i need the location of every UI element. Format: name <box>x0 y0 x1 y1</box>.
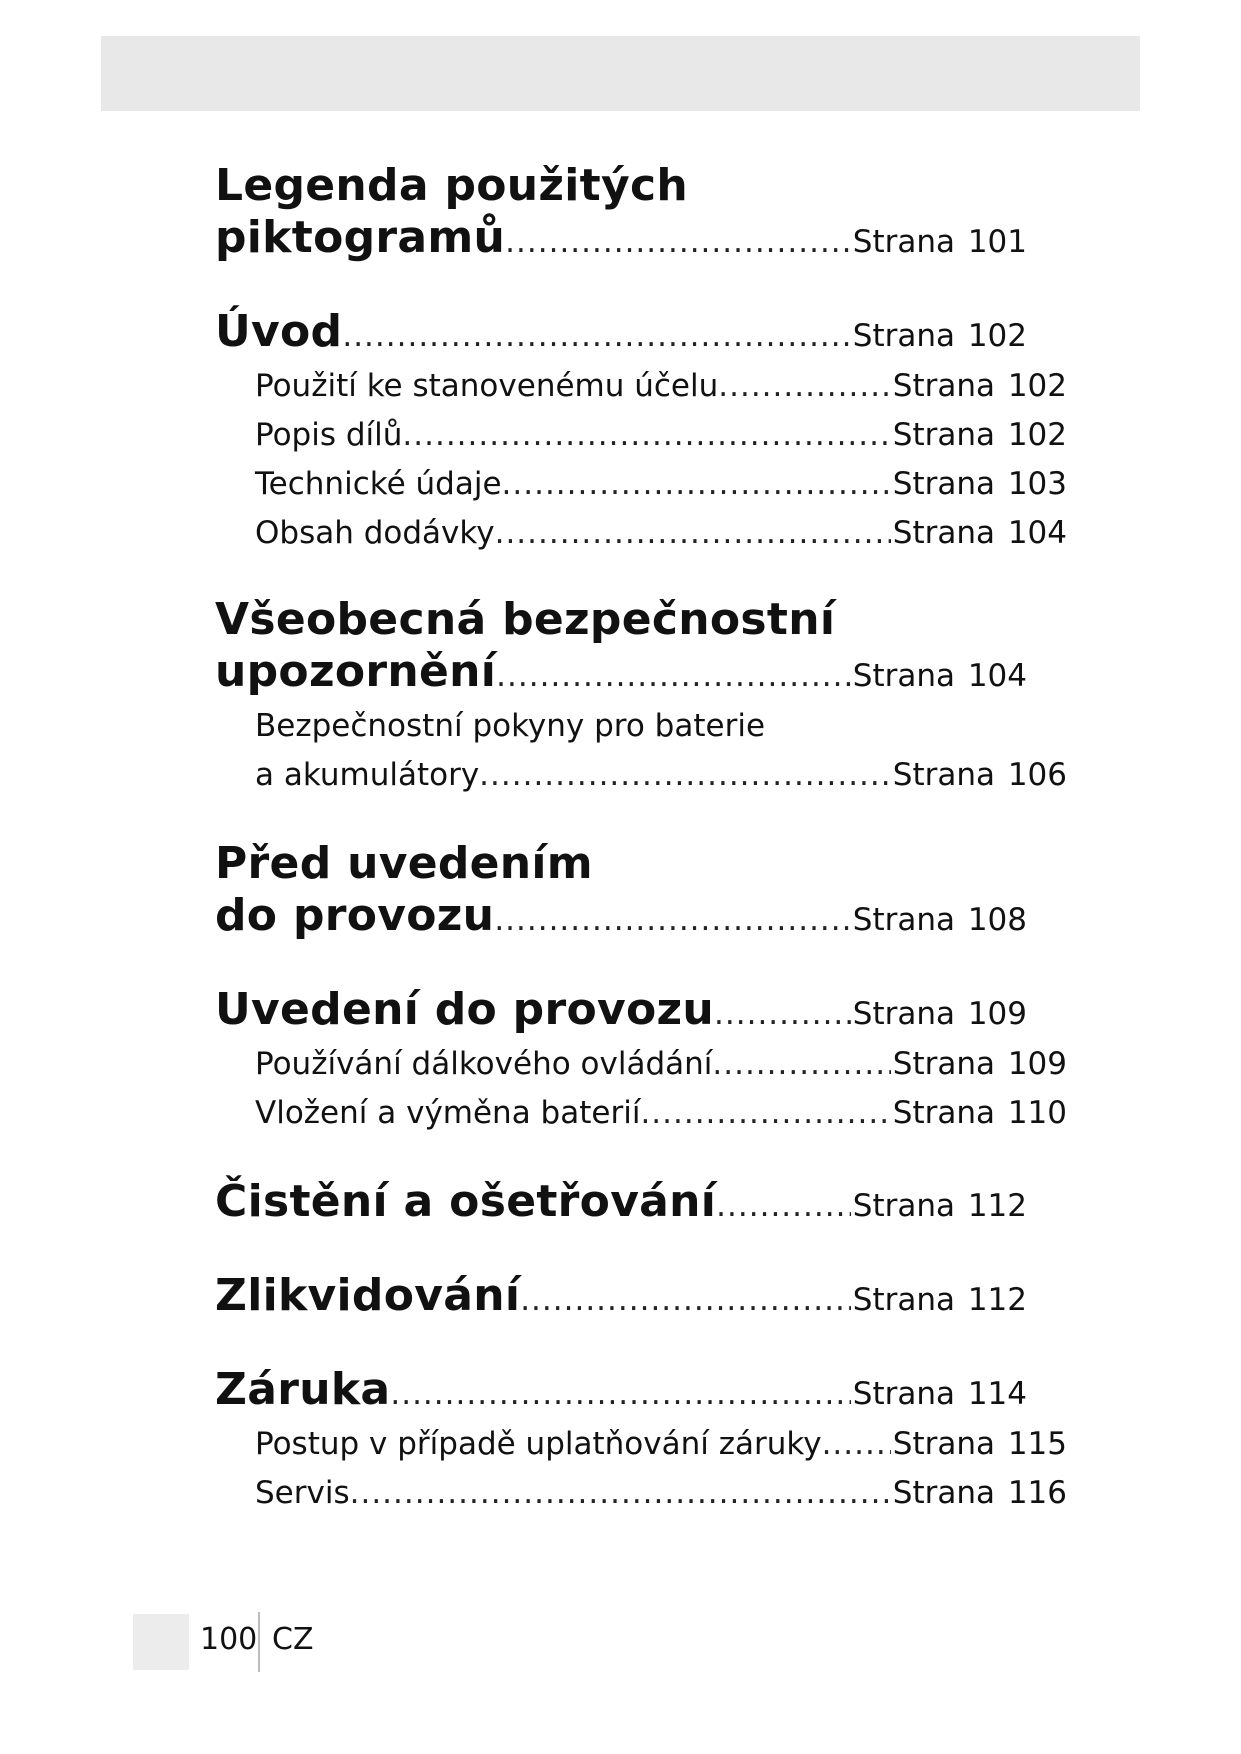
subentry-label: Používání dálkového ovládání <box>255 1046 713 1082</box>
toc-entry[interactable] <box>215 1176 1027 1232</box>
subentry-label: Obsah dodávky <box>255 515 495 551</box>
dot-leader <box>390 1368 850 1420</box>
footer-page-number: 100 <box>200 1622 258 1657</box>
strana-label: Strana <box>852 1188 955 1224</box>
dot-leader <box>342 310 850 362</box>
strana-label: Strana <box>892 1475 995 1511</box>
strana-label: Strana <box>852 658 955 694</box>
footer-marker-box <box>133 1614 189 1670</box>
page-number: 112 <box>967 1282 1027 1318</box>
page-number: 110 <box>1007 1095 1067 1131</box>
toc-entry[interactable] <box>215 306 1027 362</box>
header-bar <box>101 36 1140 111</box>
page-number: 114 <box>967 1376 1027 1412</box>
strana-label: Strana <box>852 224 955 260</box>
dot-leader <box>520 1274 851 1326</box>
dot-leader <box>402 411 890 460</box>
strana-label: Strana <box>852 318 955 354</box>
page-number: 115 <box>1007 1426 1067 1462</box>
dot-leader <box>822 1420 891 1469</box>
section-title-line2: piktogramů <box>215 212 506 263</box>
dot-leader <box>502 460 891 509</box>
dot-leader <box>496 650 851 702</box>
dot-leader <box>495 509 891 558</box>
section-title-line2: upozornění <box>215 646 497 697</box>
subentry-label: Postup v případě uplatňování záruky <box>255 1426 822 1462</box>
page-number: 102 <box>967 318 1027 354</box>
section-title: Uvedení do provozu <box>215 984 715 1035</box>
page-number: 108 <box>967 902 1027 938</box>
dot-leader <box>718 362 891 411</box>
toc-section-cleaning <box>215 1176 1027 1232</box>
dot-leader <box>716 1180 851 1232</box>
strana-label: Strana <box>892 466 995 502</box>
toc-subentry[interactable] <box>215 1469 1067 1518</box>
toc-entry[interactable] <box>215 1364 1027 1420</box>
strana-label: Strana <box>892 417 995 453</box>
dot-leader <box>505 216 851 268</box>
strana-label: Strana <box>852 1282 955 1318</box>
section-title: Úvod <box>215 306 343 357</box>
page-number: 104 <box>1007 515 1067 551</box>
toc-section-safety <box>215 594 1067 800</box>
strana-label: Strana <box>852 902 955 938</box>
toc-subentry[interactable] <box>215 411 1067 460</box>
toc-subentry[interactable] <box>215 509 1067 558</box>
subentry-label-line2: a akumulátory <box>255 757 480 793</box>
section-title-line1: Všeobecná bezpečnostní <box>215 594 836 645</box>
toc-entry[interactable] <box>215 212 1027 268</box>
page-number: 103 <box>1007 466 1067 502</box>
page-number: 101 <box>967 224 1027 260</box>
page-number: 106 <box>1007 757 1067 793</box>
dot-leader <box>714 988 851 1040</box>
toc-entry[interactable] <box>215 984 1027 1040</box>
section-title: Čistění a ošetřování <box>215 1176 717 1227</box>
page-number: 104 <box>967 658 1027 694</box>
page-number: 102 <box>1007 368 1067 404</box>
subentry-label-line1: Bezpečnostní pokyny pro baterie <box>255 708 766 744</box>
strana-label: Strana <box>852 1376 955 1412</box>
toc-subentry[interactable] <box>215 751 1067 800</box>
subentry-label: Servis <box>255 1475 350 1511</box>
footer-divider <box>258 1612 260 1672</box>
toc-section-operation <box>215 984 1067 1138</box>
toc-entry[interactable] <box>215 1270 1027 1326</box>
dot-leader <box>479 751 891 800</box>
toc-section-legend <box>215 160 1027 268</box>
footer-language: CZ <box>272 1622 314 1657</box>
toc-subentry[interactable] <box>215 1420 1067 1469</box>
toc-section-before-use <box>215 838 1027 946</box>
page-number: 102 <box>1007 417 1067 453</box>
toc-subentry[interactable] <box>215 1089 1067 1138</box>
page-number: 109 <box>967 996 1027 1032</box>
toc-subentry[interactable] <box>215 1040 1067 1089</box>
section-title-line1: Před uvedením <box>215 838 593 889</box>
subentry-label: Technické údaje <box>255 466 502 502</box>
dot-leader <box>640 1089 890 1138</box>
dot-leader <box>350 1469 891 1518</box>
table-of-contents <box>215 160 1067 1556</box>
strana-label: Strana <box>892 515 995 551</box>
strana-label: Strana <box>892 1426 995 1462</box>
section-title-line1: Legenda použitých <box>215 160 689 211</box>
toc-subentry[interactable] <box>215 362 1067 411</box>
toc-entry[interactable] <box>215 890 1027 946</box>
section-title: Zlikvidování <box>215 1270 521 1321</box>
subentry-label: Použití ke stanovenému účelu <box>255 368 719 404</box>
strana-label: Strana <box>892 1046 995 1082</box>
subentry-label: Vložení a výměna baterií <box>255 1095 641 1131</box>
strana-label: Strana <box>852 996 955 1032</box>
toc-entry[interactable] <box>215 646 1027 702</box>
section-title: Záruka <box>215 1364 391 1415</box>
toc-subentry[interactable] <box>215 460 1067 509</box>
toc-section-disposal <box>215 1270 1027 1326</box>
dot-leader <box>494 894 850 946</box>
strana-label: Strana <box>892 368 995 404</box>
subentry-label-line1-row <box>215 702 1067 751</box>
page-number: 112 <box>967 1188 1027 1224</box>
section-title-line2: do provozu <box>215 890 495 941</box>
strana-label: Strana <box>892 1095 995 1131</box>
toc-section-warranty <box>215 1364 1067 1518</box>
strana-label: Strana <box>892 757 995 793</box>
toc-section-intro <box>215 306 1067 558</box>
page-number: 109 <box>1007 1046 1067 1082</box>
subentry-label: Popis dílů <box>255 417 403 453</box>
page-number: 116 <box>1007 1475 1067 1511</box>
dot-leader <box>712 1040 890 1089</box>
